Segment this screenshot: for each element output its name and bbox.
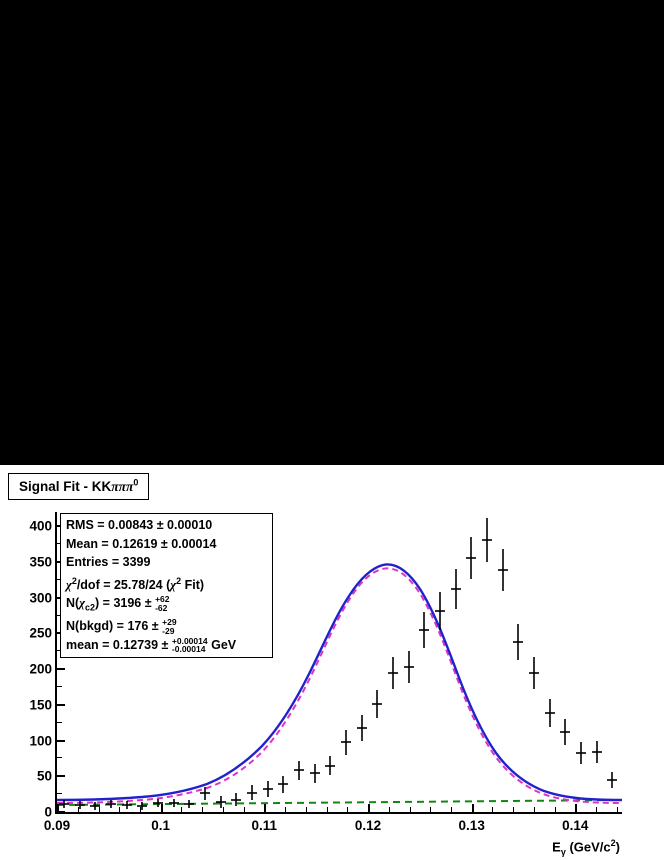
x-tick-mark-0 (57, 804, 59, 812)
y-tick-label-200: 200 (29, 661, 52, 677)
plot-canvas (0, 465, 664, 860)
y-tick-label-400: 400 (29, 518, 52, 534)
stat-chi2: $\chi^2$/dof = 25.78/24 ($\chi^2$ Fit) (66, 575, 205, 592)
x-tick-label-4: 0.13 (458, 818, 485, 833)
y-tick-mark-150 (57, 704, 65, 706)
stat-n-chic2: $N(\chi_{c2}) = 3196 \pm +62$ -62 (66, 594, 170, 613)
x-axis-label: $E_\gamma$ $(GeV/c^2)$ (552, 838, 620, 857)
stat-mean-fit: mean = 0.12739 ± +0.00014 -0.00014 GeV (66, 635, 237, 655)
y-tick-label-150: 150 (29, 697, 52, 713)
fit-stats-box (60, 513, 273, 658)
y-tick-mark-50 (57, 775, 65, 777)
x-tick-label-0: 0.09 (43, 818, 71, 833)
y-tick-minor-1 (57, 793, 62, 794)
x-tick-mark-4 (472, 804, 474, 812)
x-tick-mark-1 (161, 804, 163, 812)
x-tick-minor-19 (534, 807, 535, 812)
y-tick-minor-3 (57, 722, 62, 723)
x-tick-minor-9 (285, 807, 286, 812)
x-tick-minor-17 (492, 807, 493, 812)
x-tick-minor-4 (140, 807, 141, 812)
x-tick-minor-15 (430, 807, 431, 812)
x-tick-minor-2 (99, 807, 100, 812)
y-tick-mark-100 (57, 740, 65, 742)
y-tick-minor-4 (57, 686, 62, 687)
x-tick-label-2: 0.11 (251, 818, 278, 833)
x-tick-minor-7 (223, 807, 224, 812)
y-tick-label-350: 350 (29, 554, 52, 570)
x-tick-minor-8 (244, 807, 245, 812)
y-tick-label-300: 300 (29, 590, 52, 606)
x-tick-minor-18 (513, 807, 514, 812)
x-tick-minor-14 (410, 807, 411, 812)
x-tick-minor-10 (306, 807, 307, 812)
x-tick-minor-11 (327, 807, 328, 812)
stat-entries: Entries = 3399 (66, 555, 151, 569)
y-tick-label-0: 0 (44, 804, 52, 820)
x-tick-label-3: 0.12 (354, 818, 382, 833)
y-tick-label-100: 100 (29, 733, 52, 749)
x-tick-minor-22 (617, 807, 618, 812)
y-tick-label-50: 50 (36, 768, 52, 784)
stat-mean: Mean = 0.12619 ± 0.00014 (66, 536, 217, 551)
x-tick-mark-3 (368, 804, 370, 812)
y-tick-mark-200 (57, 668, 65, 670)
x-tick-minor-13 (389, 807, 390, 812)
x-tick-mark-2 (264, 804, 266, 812)
stat-n-bkgd: N(bkgd) = 176 ± +29 -29 (66, 617, 177, 636)
y-tick-label-250: 250 (29, 625, 52, 641)
x-tick-minor-3 (119, 807, 120, 812)
x-tick-label-5: 0.14 (562, 818, 589, 833)
x-tick-minor-16 (451, 807, 452, 812)
x-tick-minor-12 (347, 807, 348, 812)
x-tick-minor-6 (202, 807, 203, 812)
x-tick-label-1: 0.1 (151, 818, 171, 833)
x-tick-minor-5 (181, 807, 182, 812)
y-tick-minor-2 (57, 757, 62, 758)
plot-title-text: Signal Fit - KKπππ$^0$ (19, 477, 139, 494)
x-tick-minor-20 (555, 807, 556, 812)
stat-rms: RMS = 0.00843 ± 0.00010 (66, 518, 213, 532)
x-tick-minor-1 (78, 807, 79, 812)
x-tick-mark-5 (575, 804, 577, 812)
x-tick-minor-21 (596, 807, 597, 812)
plot-title (8, 473, 149, 500)
